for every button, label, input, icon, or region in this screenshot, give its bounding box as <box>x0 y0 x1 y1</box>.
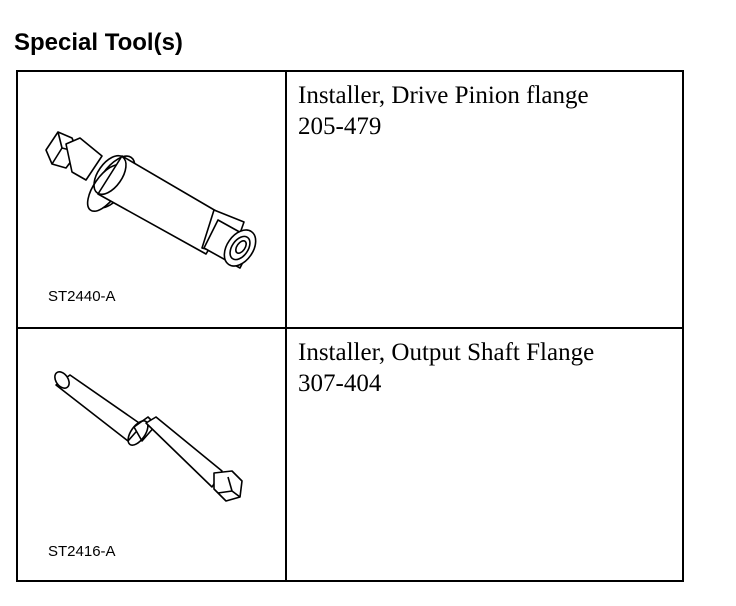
page-title: Special Tool(s) <box>14 29 183 56</box>
tool-row <box>18 329 682 580</box>
tool-code-label: ST2440-A <box>48 288 116 305</box>
tool-image-cell <box>18 329 287 580</box>
tool-number: 205-479 <box>298 113 382 140</box>
special-tools-table <box>16 70 684 582</box>
tool-code-label: ST2416-A <box>48 543 116 560</box>
tool-image-cell <box>18 72 287 327</box>
tool-description <box>298 337 594 399</box>
tool-description <box>298 80 589 142</box>
tool-name: Installer, Drive Pinion flange <box>298 82 589 109</box>
tool-row <box>18 72 682 329</box>
tool-name: Installer, Output Shaft Flange <box>298 339 595 366</box>
tool-number: 307-404 <box>298 370 382 397</box>
